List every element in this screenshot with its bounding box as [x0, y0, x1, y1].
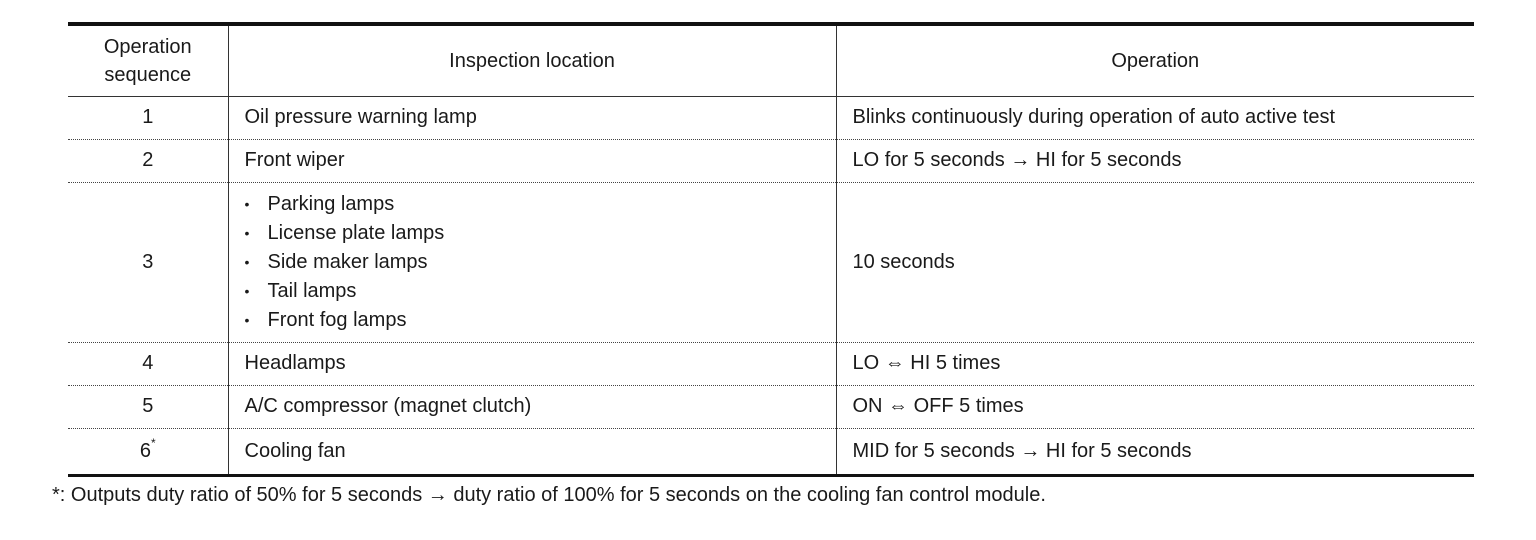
location-cell: Headlamps: [228, 342, 836, 385]
footnote-marker: *: [150, 435, 156, 450]
table-row: [68, 342, 1474, 385]
list-item: • Side maker lamps: [245, 248, 836, 277]
operation-cell: MID for 5 seconds → HI for 5 seconds: [836, 428, 1474, 475]
location-cell: [228, 182, 836, 342]
list-item: • Tail lamps: [245, 277, 836, 306]
active-test-table: [68, 22, 1474, 477]
table-footnote: *: Outputs duty ratio of 50% for 5 seconds → duty ratio of 100% for 5 seconds on the cooling fan control module.: [52, 484, 1046, 506]
table-row: [68, 139, 1474, 182]
location-cell: Cooling fan: [228, 428, 836, 475]
operation-cell: ON ⇔ OFF 5 times: [836, 385, 1474, 428]
location-bullet-list: [245, 190, 836, 335]
list-item: • License plate lamps: [245, 219, 836, 248]
sequence-cell: 2: [68, 139, 228, 182]
sequence-cell: 3: [68, 182, 228, 342]
sequence-cell: 5: [68, 385, 228, 428]
sequence-cell: 4: [68, 342, 228, 385]
sequence-cell: 1: [142, 106, 154, 128]
active-test-table-container: [68, 22, 1474, 477]
table-row: [68, 96, 1474, 139]
header-inspection-location: Inspection location: [228, 24, 836, 96]
location-cell: Front wiper: [228, 139, 836, 182]
operation-cell: LO for 5 seconds → HI for 5 seconds: [836, 139, 1474, 182]
list-item: • Front fog lamps: [245, 306, 836, 335]
sequence-cell: [68, 428, 228, 475]
header-operation: Operation: [836, 24, 1474, 96]
sequence-number: 6: [139, 439, 151, 462]
operation-cell: Blinks continuously during operation of auto active test: [836, 96, 1474, 139]
table-row: [68, 385, 1474, 428]
list-item: • Parking lamps: [245, 190, 836, 219]
location-cell: A/C compressor (magnet clutch): [228, 385, 836, 428]
table-row: [68, 182, 1474, 342]
location-cell: Oil pressure warning lamp: [228, 96, 836, 139]
operation-cell: LO ⇔ HI 5 times: [836, 342, 1474, 385]
table-row: [68, 428, 1474, 475]
table-header-row: [68, 24, 1474, 96]
header-operation-sequence: Operation sequence: [68, 24, 228, 96]
operation-cell: 10 seconds: [836, 182, 1474, 342]
